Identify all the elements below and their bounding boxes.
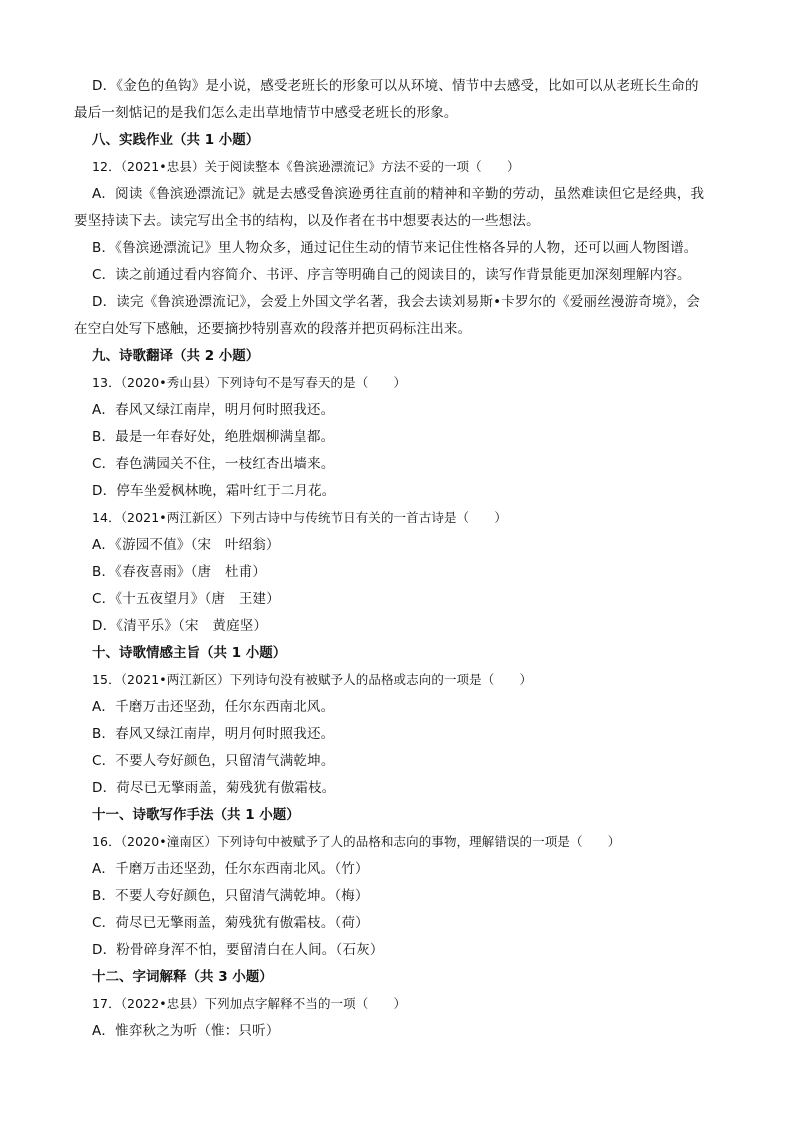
q12-option-a-line-2: 要坚持读下去。读完写出全书的结构，以及作者在书中想要表达的一些想法。 (74, 213, 540, 229)
q12-option-a-line-1: A．阅读《鲁滨逊漂流记》就是去感受鲁滨逊勇往直前的精神和辛勤的劳动，虽然难读但它是经典，我 (92, 186, 705, 202)
q17-option-a: A．惟弈秋之为听（惟：只听） (92, 1023, 280, 1039)
question-13-stem: 13．（2020•秀山县）下列诗句不是写春天的是（ ） (92, 375, 407, 390)
q15-option-b: B．春风又绿江南岸，明月何时照我还。 (92, 726, 335, 742)
q12-option-c: C．读之前通过看内容简介、书评、序言等明确自己的阅读目的，读写作背景能更加深刻理解内容。 (92, 267, 691, 283)
section-heading-10: 十、诗歌情感主旨（共 1 小题） (92, 645, 287, 661)
q12-option-b: B．《鲁滨逊漂流记》里人物众多，通过记住生动的情节来记住性格各异的人物，还可以画人物图谱。 (92, 240, 698, 256)
q12-option-d-line-1: D．读完《鲁滨逊漂流记》，会爱上外国文学名著，我会去读刘易斯•卡罗尔的《爱丽丝漫游奇境》，会 (92, 294, 701, 310)
q13-option-c: C．春色满园关不住，一枝红杏出墙来。 (92, 456, 335, 472)
q14-option-d: D．《清平乐》（宋 黄庭坚） (92, 618, 268, 634)
q15-option-c: C．不要人夸好颜色，只留清气满乾坤。 (92, 753, 335, 769)
q14-option-a: A．《游园不值》（宋 叶绍翁） (92, 537, 280, 553)
q14-option-b: B．《春夜喜雨》（唐 杜甫） (92, 564, 267, 580)
question-12-stem: 12．（2021•忠县）关于阅读整本《鲁滨逊漂流记》方法不妥的一项（ ） (92, 159, 520, 174)
option-d-previous-line-2: 最后一刻惦记的是我们怎么走出草地情节中感受老班长的形象。 (74, 105, 458, 121)
q16-option-c: C．荷尽已无擎雨盖，菊残犹有傲霜枝。（荷） (92, 915, 369, 931)
section-heading-9: 九、诗歌翻译（共 2 小题） (92, 348, 260, 364)
q16-option-a: A．千磨万击还坚劲，任尔东西南北风。（竹） (92, 861, 369, 877)
section-heading-8: 八、实践作业（共 1 小题） (92, 132, 260, 148)
question-17-stem: 17．（2022•忠县）下列加点字解释不当的一项（ ） (92, 996, 407, 1011)
q15-option-d: D．荷尽已无擎雨盖，菊残犹有傲霜枝。 (92, 780, 336, 796)
q15-option-a: A．千磨万击还坚劲，任尔东西南北风。 (92, 699, 335, 715)
q14-option-c: C．《十五夜望月》（唐 王建） (92, 591, 280, 607)
question-16-stem: 16．（2020•潼南区）下列诗句中被赋予了人的品格和志向的事物，理解错误的一项是（ ） (92, 834, 621, 849)
section-heading-12: 十二、字词解释（共 3 小题） (92, 969, 273, 985)
q12-option-d-line-2: 在空白处写下感触，还要摘抄特别喜欢的段落并把页码标注出来。 (74, 321, 472, 337)
q13-option-b: B．最是一年春好处，绝胜烟柳满皇都。 (92, 429, 335, 445)
q16-option-b: B．不要人夸好颜色，只留清气满乾坤。（梅） (92, 888, 369, 904)
question-14-stem: 14．（2021•两江新区）下列古诗中与传统节日有关的一首古诗是（ ） (92, 510, 507, 525)
q13-option-a: A．春风又绿江南岸，明月何时照我还。 (92, 402, 335, 418)
option-d-previous-line-1: D．《金色的鱼钩》是小说，感受老班长的形象可以从环境、情节中去感受，比如可以从老班长生命的 (92, 78, 699, 94)
section-heading-11: 十一、诗歌写作手法（共 1 小题） (92, 807, 300, 823)
question-15-stem: 15．（2021•两江新区）下列诗句没有被赋予人的品格或志向的一项是（ ） (92, 672, 533, 687)
q16-option-d: D．粉骨碎身浑不怕，要留清白在人间。（石灰） (92, 942, 384, 958)
q13-option-d: D．停车坐爱枫林晚，霜叶红于二月花。 (92, 483, 336, 499)
